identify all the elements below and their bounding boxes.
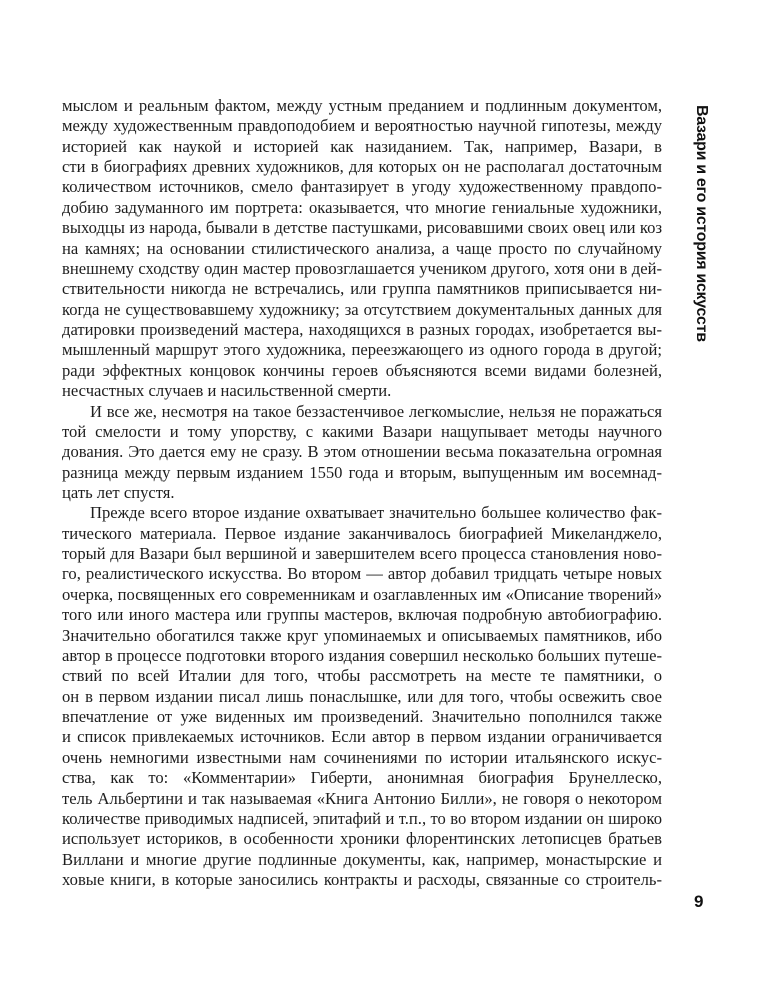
- text-line: цать лет спустя.: [62, 483, 175, 502]
- text-line: ради эффектных концовок кончины героев объясняются всеми видами болезней,: [62, 360, 662, 380]
- text-line: выходцы из народа, бывали в детстве пастушками, рисовавшими своих овец или коз: [62, 218, 662, 238]
- text-line: количестве приводимых надписей, эпитафий и т.п., то во втором издании он широко: [62, 808, 662, 828]
- running-head: [690, 105, 710, 342]
- text-line: тического материала. Первое издание заканчивалось биографией Микеланджело,: [62, 523, 662, 543]
- text-line: использует историков, в особенности хроники флорентинских летописцев братьев: [62, 829, 662, 849]
- text-line: дования. Это дается ему не сразу. В этом отношении весьма показательна огромная: [62, 442, 662, 462]
- text-line: когда не существовавшему художнику; за отсутствием документальных данных для: [62, 299, 662, 319]
- text-line: той смелости и тому упорству, с какими Вазари нащупывает методы научного: [62, 421, 662, 441]
- text-line: между художественным правдоподобием и вероятностью научной гипотезы, между: [62, 116, 662, 136]
- text-line: на камнях; на основании стилистического анализа, а чаще просто по случайному: [62, 238, 662, 258]
- text-line: ховые книги, в которые заносились контракты и расходы, связанные со строитель-: [62, 870, 662, 889]
- page-number: 9: [694, 892, 704, 911]
- text-line: историей как наукой и историей как назиданием. Так, например, Вазари, в: [62, 136, 662, 156]
- text-line: ства, как то: «Комментарии» Гиберти, анонимная биография Брунеллеско,: [62, 768, 662, 788]
- text-line: очень немногими известными нам сочинениями по истории итальянского искус-: [62, 747, 662, 767]
- text-line: Виллани и многие другие подлинные документы, как, например, монастырские и: [62, 849, 662, 869]
- text-line: добию задуманного им портрета: оказывается, что многие гениальные художники,: [62, 197, 662, 217]
- text-line: ствий по всей Италии для того, чтобы рассмотреть на месте те памятники, о: [62, 666, 662, 686]
- text-line: тель Альбертини и так называемая «Книга Антонио Билли», не говоря о некотором: [62, 788, 662, 808]
- text-line: мыслом и реальным фактом, между устным преданием и подлинным документом,: [62, 96, 662, 115]
- text-line: впечатление от уже виденных им произведений. Значительно пополнился также: [62, 707, 662, 727]
- text-line: он в первом издании писал лишь понаслышке, или для того, чтобы освежить свое: [62, 686, 662, 706]
- text-line: автор в процессе подготовки второго издания совершил несколько больших путеше-: [62, 645, 662, 665]
- text-line: мышленный маршрут этого художника, переезжающего из одного города в другой;: [62, 340, 662, 360]
- text-line: Значительно обогатился также круг упоминаемых и описываемых памятников, ибо: [62, 625, 662, 645]
- text-line: сти в биографиях древних художников, для которых он не располагал достаточным: [62, 157, 662, 177]
- text-line: Прежде всего второе издание охватывает значительно большее количество фак-: [90, 503, 662, 523]
- text-line: того или иного мастера или группы мастеров, включая подробную автобиографию.: [62, 605, 662, 625]
- text-line: ствительности никогда не встречались, или группа памятников приписывается ни-: [62, 279, 662, 299]
- text-line: И все же, несмотря на такое беззастенчивое легкомыслие, нельзя не поражаться: [90, 401, 662, 421]
- text-line: датировки произведений мастера, находящихся в разных городах, изобретается вы-: [62, 320, 662, 340]
- text-line: внешнему сходству один мастер провозглашается учеником другого, хотя они в дей-: [62, 258, 662, 278]
- text-line: очерка, посвященных его современникам и озаглавленных им «Описание творений»: [62, 584, 662, 604]
- text-line: несчастных случаев и насильственной смерти.: [62, 381, 392, 401]
- text-line: и список привлекаемых источников. Если автор в первом издании ограничивается: [62, 727, 662, 747]
- text-line: го, реалистического искусства. Во втором — автор добавил тридцать четыре новых: [62, 564, 662, 584]
- running-head-text: Вазари и его история искусств: [693, 105, 710, 342]
- text-line: разница между первым изданием 1550 года и вторым, выпущенным им восемнад-: [62, 462, 662, 482]
- text-line: торый для Вазари был вершиной и завершителем всего процесса становления ново-: [62, 544, 662, 564]
- text-line: количеством источников, смело фантазирует в угоду художественному правдопо-: [62, 177, 662, 197]
